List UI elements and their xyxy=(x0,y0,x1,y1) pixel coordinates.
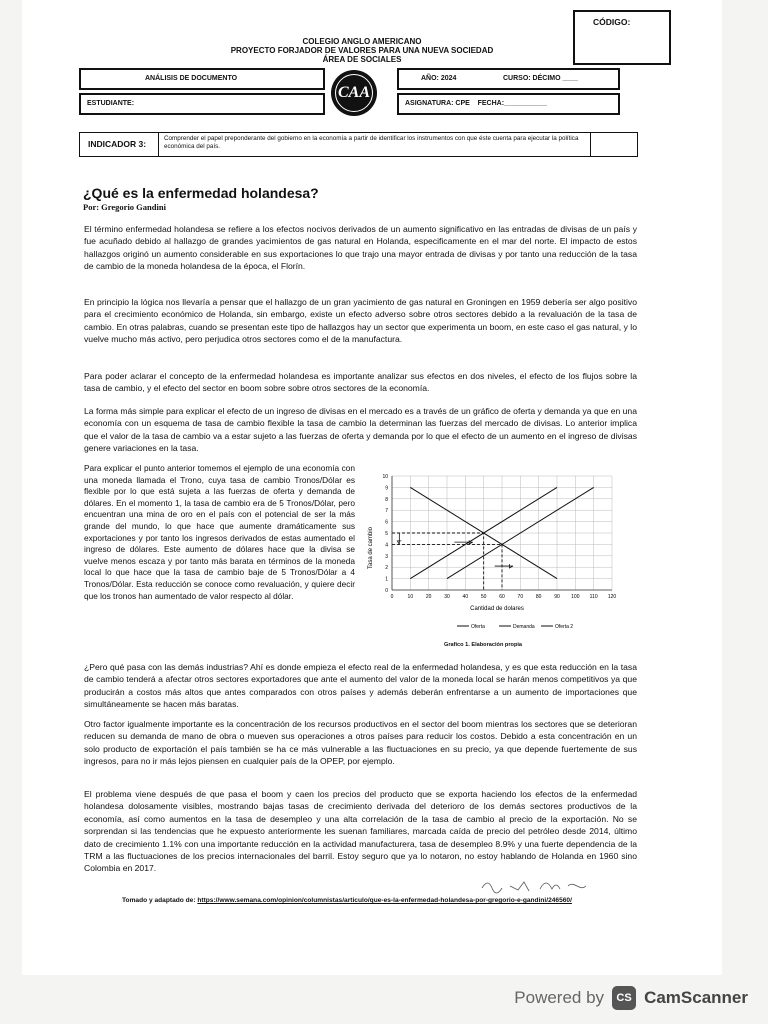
chart-caption: Grafico 1. Elaboración propia xyxy=(444,642,523,648)
camscanner-icon: CS xyxy=(612,986,636,1010)
x-tick-label: 70 xyxy=(517,594,524,600)
y-tick-label: 1 xyxy=(385,576,388,583)
x-tick-label: 0 xyxy=(390,594,394,600)
chart-ticks xyxy=(382,474,616,600)
y-tick-label: 7 xyxy=(385,508,388,515)
y-tick-label: 4 xyxy=(385,542,388,549)
paragraph-3: Para poder aclarar el concepto de la enfermedad holandesa es importante analizar sus efectos en dos niveles, el efecto de los flujos sobre la tasa de cambio, y el efecto del sector en boom sobre sobre otros sectores de la economía. xyxy=(84,371,637,394)
paragraph-6: ¿Pero qué pasa con las demás industrias? Ahí es donde empieza el efecto real de la enfermedad holandesa, y es que esta reducción en la tasa de cambio tenderá a afectar otros sectores exportadores que ante el aumento del valor de la moneda local se harán menos competitivos ya que producirán a costos más altos que antes comparados con otros países y además deberán enfrentarse a un aumento de importaciones que simultáneamente se hacen más baratas. xyxy=(84,662,637,710)
legend-label: Oferta 2 xyxy=(555,624,574,630)
y-tick-label: 9 xyxy=(385,485,388,492)
x-tick-label: 90 xyxy=(554,594,560,600)
legend-label: Oferta xyxy=(471,624,485,630)
year-course-box xyxy=(397,68,620,90)
x-tick-label: 20 xyxy=(425,594,432,600)
y-tick-label: 0 xyxy=(385,588,388,594)
paragraph-4: La forma más simple para explicar el efecto de un ingreso de divisas en el mercado es a través de un gráfico de oferta y demanda ya que en una economía con un esquema de tasa de cambio flexible la tasa de cambio la determinan las fuerzas del mercado de divisas. Lo anterior implica que el valor de la tasa de cambio va a estar sujeto a las fuerzas de oferta y demanda por lo que el efecto de un aumento en el ingreso de divisas genere variaciones en la tasa. xyxy=(84,406,637,454)
student-label: ESTUDIANTE: xyxy=(87,100,135,107)
school-name: COLEGIO ANGLO AMERICANO xyxy=(302,37,422,46)
supply-demand-chart xyxy=(362,464,624,664)
source-prefix: Tomado y adaptado de: xyxy=(122,897,198,904)
source-line xyxy=(122,897,702,904)
paragraph-5: Para explicar el punto anterior tomemos el ejemplo de una economía con una moneda llamada el Trono, cuya tasa de cambio Tronos/Dólar es flexible por lo que está sujeta a las fuerzas de oferta y demanda de dólares. En el momento 1, la tasa de cambio era de 5 Tronos/Dólar, pero encuentran una mina de oro en el país con el potencial de ser la más grande del mundo, lo que hace que aumente dramáticamente sus exportaciones y por tanto los ingresos derivados de estas aumentado el ingreso de dólares. Este aumento de dólares hace que la divisa se vuelve menos escaza y por tanto más barata en términos de la moneda local lo que hace que la tasa de cambio baje de 5 Tronos/Dólar a 4 Tronos/Dólar. Esta reducción se conoce como revaluación, y quiere decir que los tronos han aumentado de valor respecto al dólar. xyxy=(84,463,355,601)
school-logo xyxy=(331,70,377,116)
indicator-box xyxy=(79,132,638,157)
subject-date-label: ASIGNATURA: CPE FECHA:___________ xyxy=(405,100,547,107)
legend-label: Demanda xyxy=(513,624,535,630)
y-tick-label: 2 xyxy=(385,565,388,572)
x-tick-label: 40 xyxy=(462,594,469,600)
paragraph-8: El problema viene después de que pasa el boom y caen los precios del producto que se exporta haciendo los efectos de la enfermedad holandesa dolosamente visibles, mostrando bajas tasas de crecimiento derivada del deterioro de los demás sectores productivos de la economía, así como aumentos en la tasa de desempleo y una alta correlación de la tasa de cambio al precio de la exportación. No se sorprendan si las tendencias que he expuesto anteriormente les suenan familiares, marcada caída de precio del petróleo desde 2014, último dato de crecimiento 1.1% con una importante reducción en la actividad manufacturera, tasa de desempleo 8.9% y una fuerte dependencia de la TRM a las fluctuaciones de los precios internacionales del barril. Estoy seguro que ya lo notaron, no estoy hablando de Holanda en 1960 sino Colombia en 2017. xyxy=(84,789,637,874)
camscanner-watermark xyxy=(514,986,748,1010)
powered-by-text: Powered by xyxy=(514,988,605,1007)
x-tick-label: 120 xyxy=(607,594,617,600)
codigo-label: CÓDIGO: xyxy=(593,17,631,27)
paragraph-1: El término enfermedad holandesa se refiere a los efectos nocivos derivados de un aumento significativo en las entradas de divisas de un país y fue acuñado debido al hallazgo de grandes yacimientos de gas natural en Holanda, especificamente en el mar del norte. El impacto de estos hallazgos originó un aumento considerable en sus exportaciones lo que trajo una mayor entrada de divisas y por tanto una reducción de la tasa de cambio de la moneda holandesa de la época, el Florín. xyxy=(84,224,637,272)
scanned-page xyxy=(22,0,722,975)
chart-ylabel: Tasa de cambio xyxy=(368,526,374,570)
doc-type-box xyxy=(79,68,325,90)
indicator-empty-cell xyxy=(590,133,591,156)
logo-text: CAA xyxy=(337,84,370,101)
indicator-label: INDICADOR 3: xyxy=(88,139,147,149)
codigo-box xyxy=(573,10,671,65)
course-label: CURSO: DÉCIMO ____ xyxy=(503,75,579,82)
chart-legend xyxy=(457,624,573,630)
indicator-label-cell xyxy=(80,133,159,156)
doc-type-label: ANÁLISIS DE DOCUMENTO xyxy=(145,75,238,82)
source-link[interactable]: https://www.semana.com/opinion/columnistas/articulo/que-es-la-enfermedad-holandesa-por-gregorio-e-gandini/246560/ xyxy=(197,897,572,904)
y-tick-label: 10 xyxy=(382,474,388,480)
chart-xlabel: Cantidad de dolares xyxy=(470,606,524,612)
y-tick-label: 5 xyxy=(385,531,388,537)
year-label: AÑO: 2024 xyxy=(421,75,457,82)
y-tick-label: 3 xyxy=(385,553,388,560)
paragraph-7: Otro factor igualmente importante es la concentración de los recursos productivos en el sector del boom mientras los sectores que se deterioran reducen su demanda de mano de obra o mueven sus operaciones a otros países para reducir los costos. Debido a esta concentración en un solo producto de exportación el país también se ha ce más vulnerable a las fluctuaciones en su precio, ya que depende fuertemente de sus ingresos, para no ir más lejos piensen en cualquier país de la OPEP, por ejemplo. xyxy=(84,719,637,767)
indicator-text: Comprender el papel preponderante del gobierno en la economía a partir de identificar los instrumentos con que éste cuenta para ejecutar la política económica del país. xyxy=(164,135,579,150)
paragraph-2: En principio la lógica nos llevaría a pensar que el hallazgo de un gran yacimiento de gas natural en Groningen en 1959 debería ser algo positivo para el crecimiento económico de Holanda, sin embargo, existe un efecto adverso sobre otros sectores debido a la revaluación de la tasa de cambio. En otras palabras, cuando se presentan este tipo de hallazgos hay un sector que experimenta un boom, en este caso el gas natural, y lo vuelve mucho más activo, pero perjudica otros sectores como el de la manufactura. xyxy=(84,297,637,345)
x-tick-label: 60 xyxy=(499,594,505,600)
y-tick-label: 6 xyxy=(385,519,388,526)
x-tick-label: 80 xyxy=(535,594,542,600)
y-tick-label: 8 xyxy=(385,496,388,503)
project-name: PROYECTO FORJADOR DE VALORES PARA UNA NUEVA SOCIEDAD xyxy=(230,46,494,55)
camscanner-brand: CamScanner xyxy=(644,988,748,1007)
article-byline: Por: Gregorio Gandini xyxy=(83,202,166,212)
x-tick-label: 30 xyxy=(444,594,450,600)
article-title: ¿Qué es la enfermedad holandesa? xyxy=(83,185,319,201)
x-tick-label: 110 xyxy=(589,594,598,600)
x-tick-label: 50 xyxy=(480,594,487,600)
handwritten-scribble xyxy=(480,874,600,896)
area-name: ÁREA DE SOCIALES xyxy=(322,55,402,64)
subject-date-box xyxy=(397,93,620,115)
x-tick-label: 100 xyxy=(571,594,580,600)
x-tick-label: 10 xyxy=(407,594,414,600)
student-box xyxy=(79,93,325,115)
chart-lines xyxy=(392,487,594,590)
